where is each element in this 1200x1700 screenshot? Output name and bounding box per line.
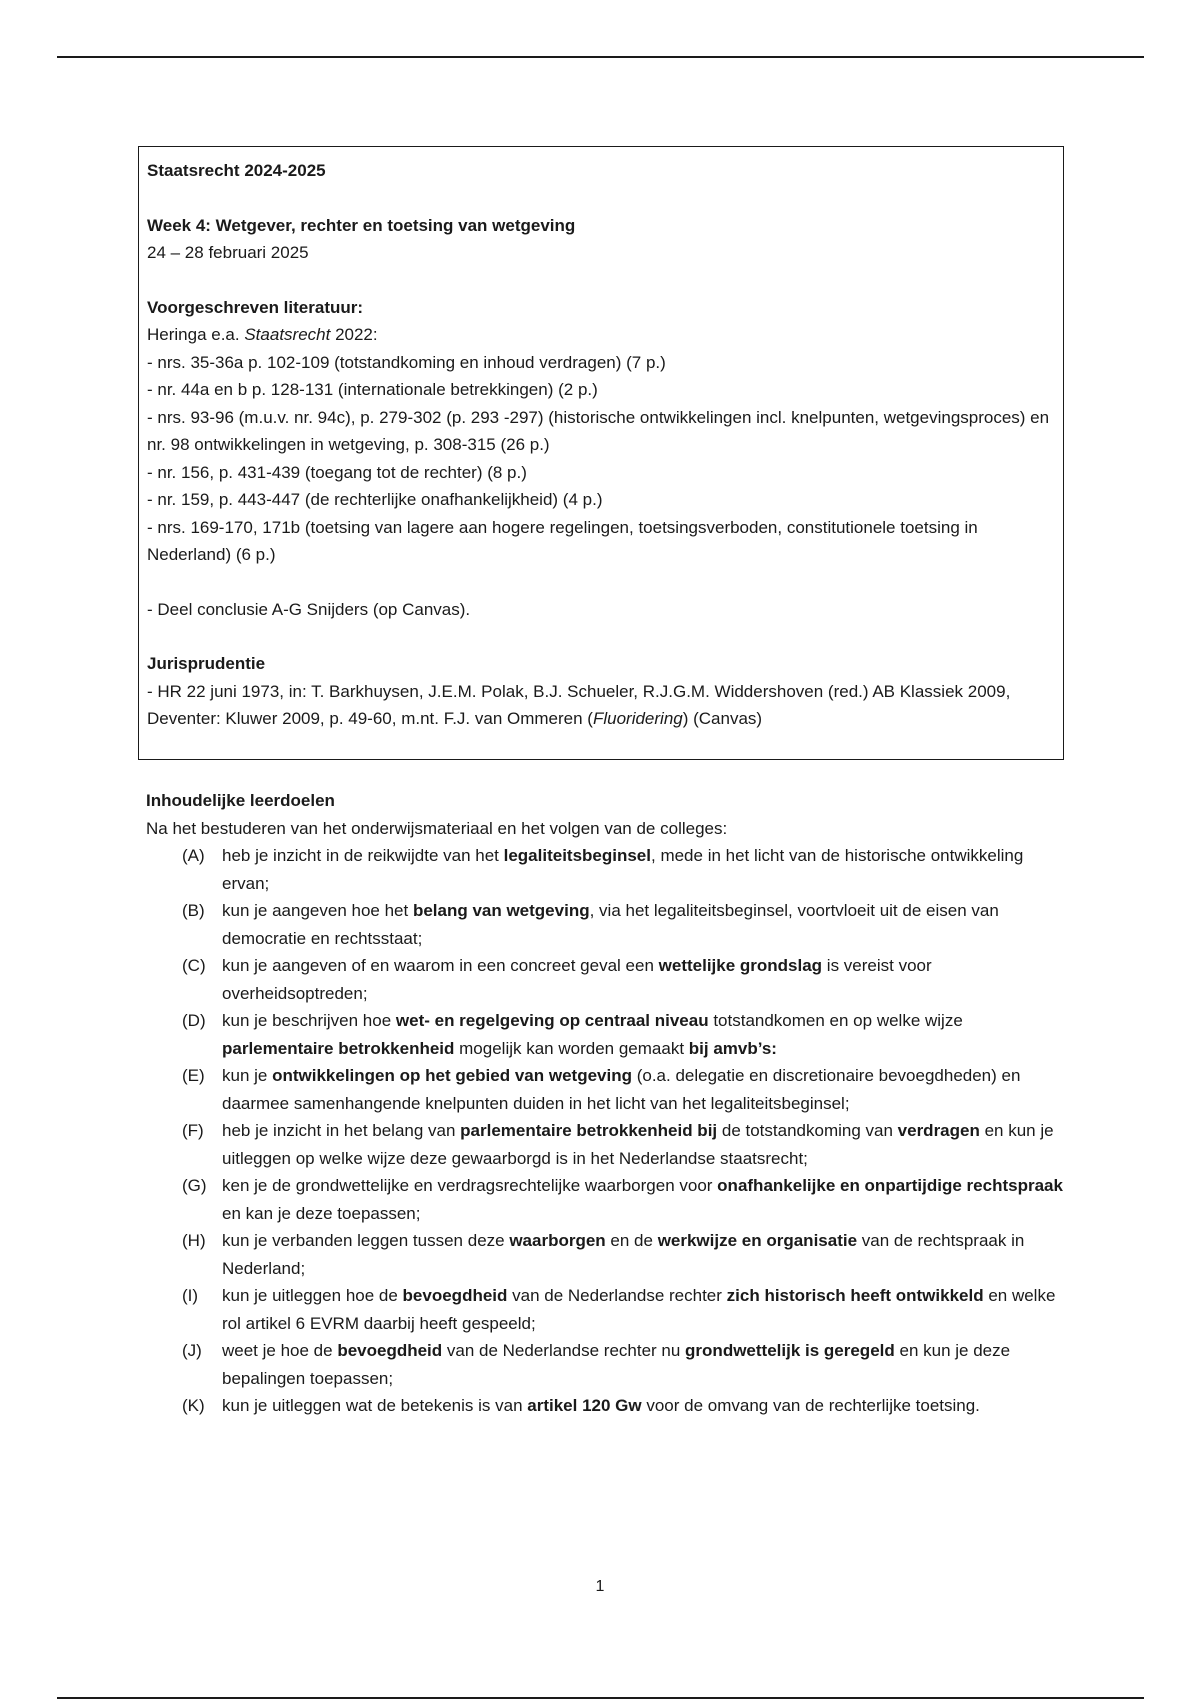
learning-goal-segment: de totstandkoming van	[717, 1121, 898, 1140]
learning-goal-segment: en welke rol artikel 6 EVRM daarbij heeft gespeeld;	[222, 1286, 1056, 1333]
learning-goal-segment: , mede in het licht van de historische ontwikkeling ervan;	[222, 846, 1024, 893]
learning-goal-segment: kun je uitleggen hoe de	[222, 1286, 403, 1305]
learning-goal-segment: en kan je deze toepassen;	[222, 1203, 421, 1223]
learning-goal-segment: heb je inzicht in het belang van	[222, 1121, 461, 1140]
page-number: 1	[595, 1578, 605, 1595]
book-author: Heringa e.a.	[147, 325, 245, 344]
learning-goal-item	[146, 1172, 1066, 1227]
case-law-end: ) (Canvas)	[682, 709, 763, 728]
learning-goal-bold: belang van wetgeving	[412, 901, 590, 920]
learning-goal-marker: (H)	[182, 1231, 206, 1250]
learning-goal-item	[146, 952, 1066, 1007]
learning-goals-list	[146, 842, 1066, 1420]
learning-goals-section	[146, 787, 1066, 1420]
learning-goal-bold: waarborgen	[509, 1231, 606, 1250]
literature-item: - nr. 159, p. 443-447 (de rechterlijke onafhankelijkheid) (4 p.)	[147, 490, 603, 509]
course-title: Staatsrecht 2024-2025	[147, 161, 326, 180]
learning-goal-text	[218, 1007, 1066, 1062]
learning-goal-segment: , via het legaliteitsbeginsel, voortvloeit uit de eisen van democratie en rechtsstaat;	[222, 901, 999, 948]
learning-goal-segment: en kun je deze bepalingen toepassen;	[222, 1341, 1011, 1388]
learning-goal-item	[146, 842, 1066, 897]
extra-literature-item: - Deel conclusie A-G Snijders (op Canvas).	[147, 599, 471, 619]
learning-goal-item	[146, 1337, 1066, 1392]
learning-goal-item	[146, 1282, 1066, 1337]
learning-goal-segment: totstandkomen en op welke wijze	[708, 1011, 963, 1030]
learning-goal-marker: (J)	[182, 1341, 202, 1360]
literature-item: - nr. 156, p. 431-439 (toegang tot de rechter) (8 p.)	[147, 462, 527, 482]
learning-goal-bold: bevoegdheid	[402, 1286, 508, 1305]
learning-goal-segment: kun je beschrijven hoe	[222, 1011, 396, 1030]
learning-goal-item	[146, 1007, 1066, 1062]
learning-goal-bold: wettelijke grondslag	[658, 956, 823, 975]
learning-goal-marker: (C)	[182, 956, 206, 975]
learning-goal-bold: bij amvb’s:	[688, 1038, 777, 1058]
learning-goal-segment: van de Nederlandse rechter nu	[442, 1341, 686, 1360]
learning-goal-segment: (o.a. delegatie en discretionaire bevoegdheden) en daarmee samenhangende knelpunten duiden in het licht van het legaliteitsbeginsel;	[222, 1066, 1021, 1113]
learning-goal-bold: ontwikkelingen op het gebied van wetgeving	[272, 1066, 632, 1085]
learning-goal-item	[146, 1227, 1066, 1282]
learning-goal-marker: (A)	[182, 846, 205, 865]
learning-goal-segment: mogelijk kan worden gemaakt	[454, 1038, 689, 1058]
learning-goal-segment: kun je uitleggen wat de betekenis is van	[222, 1396, 528, 1415]
learning-goal-marker: (F)	[182, 1121, 204, 1140]
case-law-text: - HR 22 juni 1973, in: T. Barkhuysen, J.E.M. Polak, B.J. Schueler, R.J.G.M. Widdershoven (red.) AB Klassiek 2009, Deventer: Kluwer 2009, p. 49-60, m.nt. F.J. van Ommeren (	[147, 681, 1011, 728]
week-dates: 24 – 28 februari 2025	[147, 243, 309, 262]
learning-goal-segment: weet je hoe de	[222, 1341, 338, 1360]
learning-goal-segment: kun je	[222, 1066, 273, 1085]
learning-goal-text	[218, 1172, 1066, 1227]
learning-goal-marker: (B)	[182, 901, 205, 920]
learning-goal-marker: (G)	[182, 1176, 207, 1195]
learning-goal-segment: van de rechtspraak in Nederland;	[222, 1231, 1025, 1278]
learning-goal-marker: (D)	[182, 1011, 206, 1030]
learning-goal-marker: (E)	[182, 1066, 205, 1085]
literature-heading: Voorgeschreven literatuur:	[147, 297, 364, 317]
literature-item: - nr. 44a en b p. 128-131 (internationale betrekkingen) (2 p.)	[147, 380, 598, 399]
learning-goal-bold: zich historisch heeft ontwikkeld	[726, 1286, 984, 1305]
book-year: 2022:	[330, 325, 378, 344]
learning-goal-bold: legaliteitsbeginsel	[503, 846, 651, 865]
learning-goal-bold: bevoegdheid	[337, 1341, 443, 1360]
learning-goal-bold: artikel 120 Gw	[527, 1396, 642, 1415]
learning-goal-segment: heb je inzicht in de reikwijdte van het	[222, 846, 504, 865]
learning-goal-text	[218, 1062, 1066, 1117]
learning-goal-segment: voor de omvang van de rechterlijke toetsing.	[641, 1396, 980, 1415]
learning-goal-text	[218, 1282, 1066, 1337]
footer-rule	[57, 1697, 1144, 1699]
learning-goal-marker: (K)	[182, 1396, 205, 1415]
learning-goal-segment: kun je aangeven of en waarom in een concreet geval een	[222, 956, 659, 975]
literature-item: - nrs. 35-36a p. 102-109 (totstandkoming en inhoud verdragen) (7 p.)	[147, 352, 666, 372]
book-title: Staatsrecht	[244, 325, 331, 344]
learning-goal-bold: werkwijze en organisatie	[657, 1231, 858, 1250]
literature-item: - nrs. 93-96 (m.u.v. nr. 94c), p. 279-302 (p. 293 -297) (historische ontwikkelingen incl. knelpunten, wetgevingsproces) en nr. 98 ontwikkelingen in wetgeving, p. 308-315 (26 p.)	[147, 407, 1050, 454]
case-law-reference	[147, 678, 1055, 733]
learning-goal-bold: wet- en regelgeving op centraal niveau	[395, 1011, 709, 1030]
learning-goal-item	[146, 1062, 1066, 1117]
learning-goal-segment: en de	[605, 1231, 658, 1250]
learning-goal-text	[218, 1337, 1066, 1392]
learning-goals-intro: Na het bestuderen van het onderwijsmateriaal en het volgen van de colleges:	[146, 818, 728, 838]
learning-goal-segment: van de Nederlandse rechter	[507, 1286, 727, 1305]
learning-goal-segment: en kun je uitleggen op welke wijze deze gewaarborgd is in het Nederlandse staatsrecht;	[222, 1121, 1054, 1168]
course-info-box	[138, 146, 1064, 760]
learning-goal-segment: kun je aangeven hoe het	[222, 901, 413, 920]
learning-goal-text	[218, 1392, 1066, 1420]
learning-goal-text	[218, 842, 1066, 897]
learning-goal-text	[218, 897, 1066, 952]
learning-goal-item	[146, 897, 1066, 952]
learning-goal-bold: verdragen	[897, 1121, 980, 1140]
book-reference	[147, 321, 1055, 349]
case-law-italic: Fluoridering	[592, 709, 683, 728]
learning-goals-heading: Inhoudelijke leerdoelen	[146, 791, 335, 810]
learning-goal-segment: ken je de grondwettelijke en verdragsrechtelijke waarborgen voor	[222, 1176, 718, 1195]
learning-goal-bold: grondwettelijk is geregeld	[685, 1341, 895, 1360]
learning-goal-item	[146, 1392, 1066, 1420]
learning-goal-text	[218, 952, 1066, 1007]
learning-goal-segment: is vereist voor overheidsoptreden;	[222, 956, 932, 1003]
learning-goal-bold: parlementaire betrokkenheid bij	[460, 1121, 718, 1140]
learning-goal-text	[218, 1117, 1066, 1172]
learning-goal-marker: (I)	[182, 1286, 199, 1305]
header-rule	[57, 56, 1144, 58]
learning-goal-text	[218, 1227, 1066, 1282]
learning-goal-bold: onafhankelijke en onpartijdige rechtspraak	[717, 1176, 1063, 1195]
learning-goal-item	[146, 1117, 1066, 1172]
week-title: Week 4: Wetgever, rechter en toetsing van wetgeving	[147, 215, 576, 235]
case-law-heading: Jurisprudentie	[147, 654, 266, 673]
learning-goal-bold: parlementaire betrokkenheid	[222, 1038, 455, 1058]
learning-goal-segment: kun je verbanden leggen tussen deze	[222, 1231, 510, 1250]
literature-item: - nrs. 169-170, 171b (toetsing van lagere aan hogere regelingen, toetsingsverboden, constitutionele toetsing in Nederland) (6 p.)	[147, 517, 978, 564]
